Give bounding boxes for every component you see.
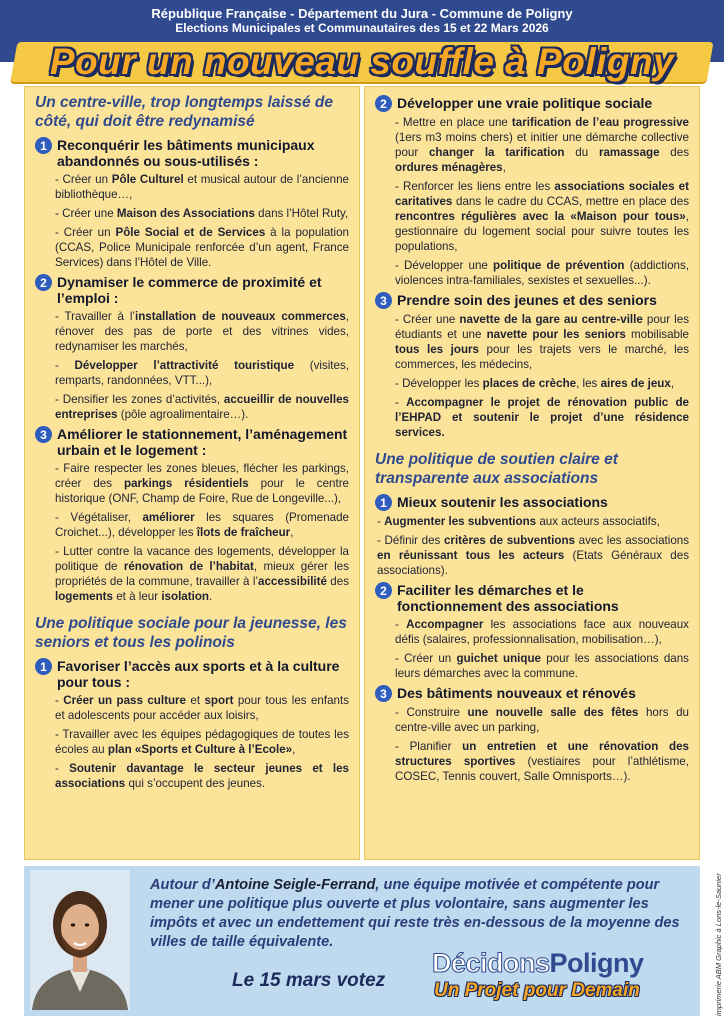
heading-text: Dynamiser le commerce de proximité et l’emploi : [57, 274, 322, 306]
section-title-centre-ville: Un centre-ville, trop longtemps laissé de côté, qui doit être redynamisé [35, 94, 334, 130]
number-2-icon: 2 [35, 274, 52, 291]
bullet-subventions: - Augmenter les subventions aux acteurs associatifs, [377, 515, 660, 528]
number-2-icon: 2 [375, 582, 392, 599]
bullet-prevention: - Développer une politique de prévention (addictions, violences intra-familiales, sexistes et sexuelles...). [395, 259, 689, 287]
bullet-salle-fetes: - Construire une nouvelle salle des fêtes hors du centre-ville avec un parking, [395, 706, 689, 734]
bullet-structures-sportives: - Planifier un entretien et une rénovation des structures sportives (vestiaires pour l’athlétisme, COSEC, Tennis couvert, Salle Omnisports…). [395, 740, 689, 783]
heading-text: Mieux soutenir les associations [397, 494, 608, 510]
heading-text: Reconquérir les bâtiments municipaux abandonnés ou sous-utilisés : [57, 137, 315, 169]
heading-text: Améliorer le stationnement, l’aménagement urbain et le logement : [57, 426, 348, 458]
bullet-commerces: - Travailler à l’installation de nouveaux commerces, rénover des pas de porte et des vitrines vides, redynamiser les marchés, [55, 310, 349, 353]
heading-text: Des bâtiments nouveaux et rénovés [397, 685, 636, 701]
bullet-zones-activites: - Densifier les zones d’activités, accueillir de nouvelles entreprises (pôle agroalimentaire…). [55, 393, 349, 421]
vote-call: Le 15 mars votez [232, 970, 386, 991]
heading-text: Prendre soin des jeunes et des seniors [397, 292, 657, 308]
heading-stationnement [35, 426, 349, 458]
bullet-tourisme: - Développer l’attractivité touristique (visites, remparts, randonnées, VTT...), [55, 359, 349, 387]
heading-soutenir-associations [375, 494, 689, 511]
bullet-parkings: - Faire respecter les zones bleues, flécher les parkings, créer des parkings résidentiels pour le centre historique (ONF, Champ de Foire, Rue de Longeville...), [55, 462, 349, 505]
banner-title: Pour un nouveau souffle à Poligny [49, 41, 675, 82]
bullet-vegetaliser: - Végétaliser, améliorer les squares (Promenade Croichet...), développer les îlots de fraîcheur, [55, 511, 349, 539]
left-column [24, 86, 360, 860]
header-line-2: Elections Municipales et Communautaires des 15 et 22 Mars 2026 [175, 21, 549, 35]
number-1-icon: 1 [35, 137, 52, 154]
bullet-criteres: - Définir des critères de subventions avec les associations en réunissant tous les acteurs (Etats Généraux des associations). [377, 534, 690, 577]
section-title-associations: Une politique de soutien claire et transparente aux associations [375, 451, 618, 487]
bottom-statement: Autour d’Antoine Seigle-Ferrand, une équipe motivée et compétente pour mener une politique plus ouverte et plus volontaire, sans augmenter les impôts et avec un endettement qui reste très en-dessous de la moyenne des villes de taille équivalente. [150, 877, 680, 950]
heading-text: Faciliter les démarches et le fonctionnement des associations [397, 582, 619, 614]
bullet-guichet: - Créer un guichet unique pour les associations dans leurs démarches avec la commune. [395, 652, 689, 680]
heading-text: Développer une vraie politique sociale [397, 95, 653, 111]
bullet-accompagner: - Accompagner les associations face aux nouveaux défis (salaires, professionnalisation, mobilisation…), [395, 618, 689, 646]
bullet-secteur-jeunes: - Soutenir davantage le secteur jeunes et les associations qui s’occupent des jeunes. [55, 762, 349, 790]
heading-batiments [35, 137, 349, 169]
heading-commerce [35, 274, 349, 306]
candidate-portrait-photo [30, 870, 130, 1010]
bullet-tarification-eau: - Mettre en place une tarification de l’eau progressive (1ers m3 moins chers) et initier une démarche collective pour changer la tarification du ramassage des ordures ménagères, [395, 116, 690, 174]
bullet-associations-caritatives: - Renforcer les liens entre les associations sociales et caritatives dans le cadre du CCAS, mettre en place des rencontres régulières avec la «Maison pour tous», gestionnaire du logement social pour suivre toutes les populations, [395, 180, 689, 253]
bullet-pass-culture: - Créer un pass culture et sport pour tous les enfants et adolescents pour accéder aux loisirs, [55, 694, 349, 722]
printer-credit: imprimerie ABM Graphic à Lons-le-Saunier [714, 873, 723, 1016]
number-3-icon: 3 [35, 426, 52, 443]
bullet-maison-associations: - Créer une Maison des Associations dans l’Hôtel Ruty, [55, 207, 349, 220]
number-2-icon: 2 [375, 95, 392, 112]
number-1-icon: 1 [35, 658, 52, 675]
heading-sports-culture [35, 658, 349, 690]
decidons-poligny-logo: DécidonsPoligny [432, 948, 644, 978]
heading-text: Favoriser l’accès aux sports et à la culture pour tous : [57, 658, 340, 690]
logo-subtitle: Un Projet pour Demain [434, 980, 640, 1001]
heading-faciliter-demarches [375, 582, 689, 614]
heading-politique-sociale [375, 95, 689, 112]
bullet-ehpad: - Accompagner le projet de rénovation public de l’EHPAD et soutenir le projet d’une résidence services. [395, 396, 689, 439]
section-title-politique-sociale: Une politique sociale pour la jeunesse, les seniors et tous les polinois [35, 615, 347, 651]
header-line-1: République Française - Département du Jura - Commune de Poligny [151, 6, 573, 21]
heading-batiments-nouveaux [375, 685, 689, 702]
right-column [364, 86, 700, 860]
number-3-icon: 3 [375, 685, 392, 702]
bullet-navette: - Créer une navette de la gare au centre-ville pour les étudiants et une navette pour les seniors mobilisable tous les jours pour les trajets vers le marché, les commerces, les médecins, [395, 313, 690, 371]
bullet-logements: - Lutter contre la vacance des logements, développer la politique de rénovation de l’habitat, mieux gérer les propriétés de la commune, travailler à l’accessibilité des logements et à leur isolation. [55, 545, 350, 603]
number-1-icon: 1 [375, 494, 392, 511]
bullet-pole-culturel: - Créer un Pôle Culturel et musical autour de l’ancienne bibliothèque…, [55, 173, 349, 201]
heading-jeunes-seniors [375, 292, 689, 309]
number-3-icon: 3 [375, 292, 392, 309]
bullet-creche: - Développer les places de crèche, les aires de jeux, [395, 377, 675, 390]
bullet-pole-social: - Créer un Pôle Social et de Services à la population (CCAS, Police Municipale renforcée d’un agent, France Services) dans l’Hôtel de Ville. [55, 226, 349, 269]
bullet-plan-sports: - Travailler avec les équipes pédagogiques de toutes les écoles au plan «Sports et Culture à l’Ecole», [55, 728, 349, 756]
